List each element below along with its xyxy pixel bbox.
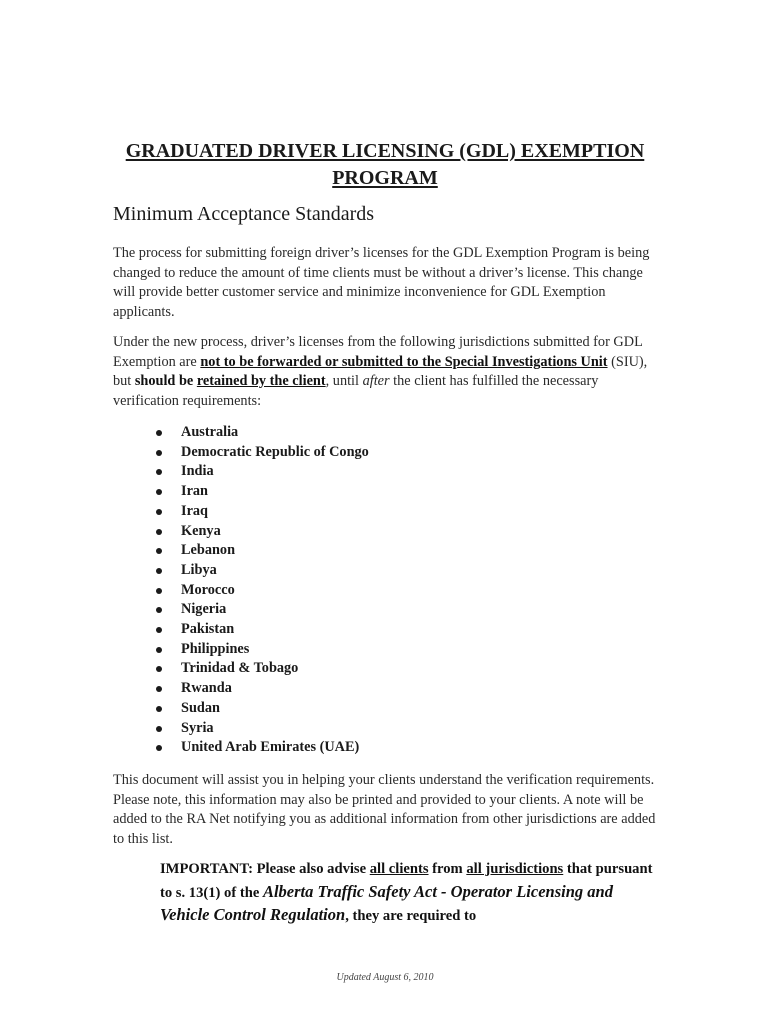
jurisdiction-list [152, 423, 369, 758]
bullet-icon [156, 686, 162, 692]
title-line-1: GRADUATED DRIVER LICENSING (GDL) EXEMPTION [125, 140, 645, 162]
process-text-1: Under the new process, driver’s licenses from the following jurisdictions submitted for GDL Exemption are [113, 334, 643, 370]
list-item [152, 719, 369, 739]
country-name: Philippines [181, 640, 250, 657]
list-item [152, 522, 369, 542]
list-item [152, 699, 369, 719]
country-name: Syria [181, 719, 214, 736]
country-name: Lebanon [181, 542, 236, 559]
list-item [152, 541, 369, 561]
process-text-2: (SIU), but [113, 353, 648, 389]
country-name: India [181, 463, 214, 480]
intro-paragraph: The process for submitting foreign driver’s licenses for the GDL Exemption Program is being changed to reduce the amount of time clients must be without a driver’s license. This change will provide better customer service and minimize inconvenience for GDL Exemption applicants. [113, 245, 650, 320]
important-text-3: that pursuant to s. 13(1) of the [160, 861, 653, 901]
list-item [152, 561, 369, 581]
country-name: Iran [181, 483, 209, 500]
country-name: Iraq [181, 502, 209, 519]
list-item [152, 482, 369, 502]
country-name: Rwanda [181, 680, 232, 697]
list-item [152, 679, 369, 699]
important-act-name: Alberta Traffic Safety Act - Operator Licensing and Vehicle Control Regulation [160, 881, 613, 924]
title-line-2: PROGRAM [332, 167, 438, 189]
bullet-icon [156, 529, 162, 535]
process-emphasis-after: after [362, 373, 390, 389]
process-paragraph [113, 333, 661, 411]
country-name: Kenya [181, 522, 221, 539]
bullet-icon [156, 647, 162, 653]
country-name: Nigeria [181, 601, 227, 618]
process-text-4: , until [325, 373, 363, 389]
important-all-clients: all clients [369, 861, 429, 877]
process-text-5: the client has fulfilled the necessary verification requirements: [113, 373, 599, 409]
bullet-icon [156, 509, 162, 515]
bullet-icon [156, 568, 162, 574]
bullet-icon [156, 450, 162, 456]
bullet-icon [156, 588, 162, 594]
list-item [152, 581, 369, 601]
list-item [152, 600, 369, 620]
list-item [152, 620, 369, 640]
process-emphasis-retained: retained by the client [196, 373, 326, 389]
important-text-4: , they are required to [345, 908, 477, 924]
country-name: Trinidad & Tobago [181, 660, 299, 677]
list-item [152, 659, 369, 679]
process-emphasis-not-forwarded: not to be forwarded or submitted to the Special Investigations Unit [200, 353, 608, 370]
country-name: Libya [181, 561, 217, 578]
bullet-icon [156, 607, 162, 613]
country-name: Pakistan [181, 621, 235, 638]
country-name: Morocco [181, 581, 235, 598]
country-name: United Arab Emirates (UAE) [181, 739, 360, 756]
bullet-icon [156, 726, 162, 732]
country-name: Sudan [181, 699, 220, 716]
country-name: Australia [181, 424, 239, 440]
bullet-icon [156, 627, 162, 633]
important-text-2: from [428, 861, 467, 877]
important-text-1: IMPORTANT: Please also advise [160, 861, 370, 877]
bullet-icon [156, 666, 162, 672]
list-item [152, 502, 369, 522]
updated-date-footer: Updated August 6, 2010 [336, 972, 434, 983]
important-all-jurisdictions: all jurisdictions [466, 861, 564, 877]
country-name: Democratic Republic of Congo [181, 443, 369, 460]
important-notice [160, 858, 660, 928]
list-item [152, 443, 369, 463]
list-item [152, 738, 369, 758]
bullet-icon [156, 706, 162, 712]
bullet-icon [156, 430, 162, 436]
bullet-icon [156, 548, 162, 554]
document-title [100, 138, 670, 192]
bullet-icon [156, 469, 162, 475]
bullet-icon [156, 489, 162, 495]
list-item [152, 423, 369, 443]
assist-paragraph: This document will assist you in helping your clients understand the verification requirements. Please note, this information may also be printed and provided to your clients. A note will be added to the RA Net notifying you as additional information from other jurisdictions are added to this list. [113, 772, 656, 847]
list-item [152, 462, 369, 482]
process-emphasis-should-be: should be [134, 373, 194, 389]
bullet-icon [156, 745, 162, 751]
list-item [152, 640, 369, 660]
section-subtitle: Minimum Acceptance Standards [113, 203, 375, 225]
